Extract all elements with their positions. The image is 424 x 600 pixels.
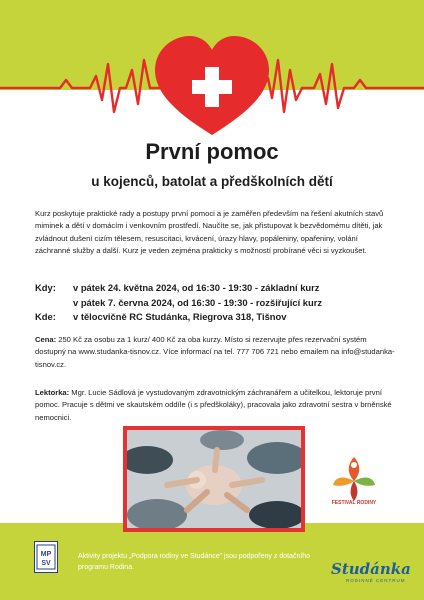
festival-logo-label: FESTIVAL RODINY bbox=[331, 500, 377, 506]
studanka-logo-subtitle: RODINNÉ CENTRUM bbox=[346, 578, 406, 583]
ecg-heart-graphic bbox=[0, 0, 424, 140]
schedule-row-3 bbox=[35, 310, 415, 325]
when-line-1: v pátek 24. května 2024, od 16:30 - 19:30 - základní kurz bbox=[73, 282, 320, 293]
page-subtitle: u kojenců, batolat a předškolních dětí bbox=[91, 174, 333, 189]
footer-text: Aktivity projektu „Podpora rodiny ve Studánce" jsou podpořeny z dotačního programu Rodina. bbox=[78, 553, 311, 571]
intro-paragraph: Kurz poskytuje praktické rady a postupy první pomoci a je zaměřen především na řešení akutních stavů miminek a dětí v domácím i venkovním prostředí. Naučíte se, jak přistupovat k bezvědomému dítěti, jak zvládnout dušení cizím tělesem, resuscitaci, krvácení, úrazy hlavy, popáleniny, opařeniny, volání záchranné služby a další. Kurz je veden zejména prakticky s možností probírané věci si vyzkoušet. bbox=[35, 209, 384, 256]
course-photo-frame bbox=[123, 426, 305, 532]
when-label: Kdy: bbox=[35, 282, 56, 293]
lector-paragraph bbox=[35, 387, 395, 424]
where-value: v tělocvičně RC Studánka, Riegrova 318, Tišnov bbox=[73, 311, 287, 322]
studanka-logo: Studánka bbox=[331, 560, 411, 578]
page-title: První pomoc bbox=[145, 139, 279, 164]
schedule-row-1 bbox=[35, 281, 415, 296]
schedule-block bbox=[35, 281, 415, 325]
where-label: Kde: bbox=[35, 311, 56, 322]
price-label: Cena: bbox=[35, 335, 57, 344]
lector-text: Mgr. Lucie Sádlová je vystudovaným zdravotnickým záchranářem a učitelkou, lektoruje první pomoc. Pracuje s dětmi ve skautském oddíle (i s předškoláky), pracovala jako zdravotní sestra v brněnské nemocnici. bbox=[35, 388, 392, 422]
mpsv-logo-icon bbox=[34, 541, 58, 573]
svg-text:MP: MP bbox=[40, 551, 52, 558]
schedule-row-2 bbox=[35, 296, 415, 311]
svg-text:SV: SV bbox=[41, 560, 51, 567]
festival-logo-icon bbox=[329, 451, 379, 505]
lector-label: Lektorka: bbox=[35, 388, 70, 397]
price-text: 250 Kč za osobu za 1 kurz/ 400 Kč za oba kurzy. Místo si rezervujte přes rezervační systém dostupný na www.studanka-tisnov.cz. Více informací na tel. 777 706 721 nebo emailem na info@studanka-tisnov.cz. bbox=[35, 335, 395, 369]
price-paragraph bbox=[35, 334, 395, 371]
course-photo bbox=[127, 430, 301, 528]
when-line-2: v pátek 7. června 2024, od 16:30 - 19:30 - rozšiřující kurz bbox=[73, 296, 323, 308]
spacer bbox=[35, 296, 73, 311]
